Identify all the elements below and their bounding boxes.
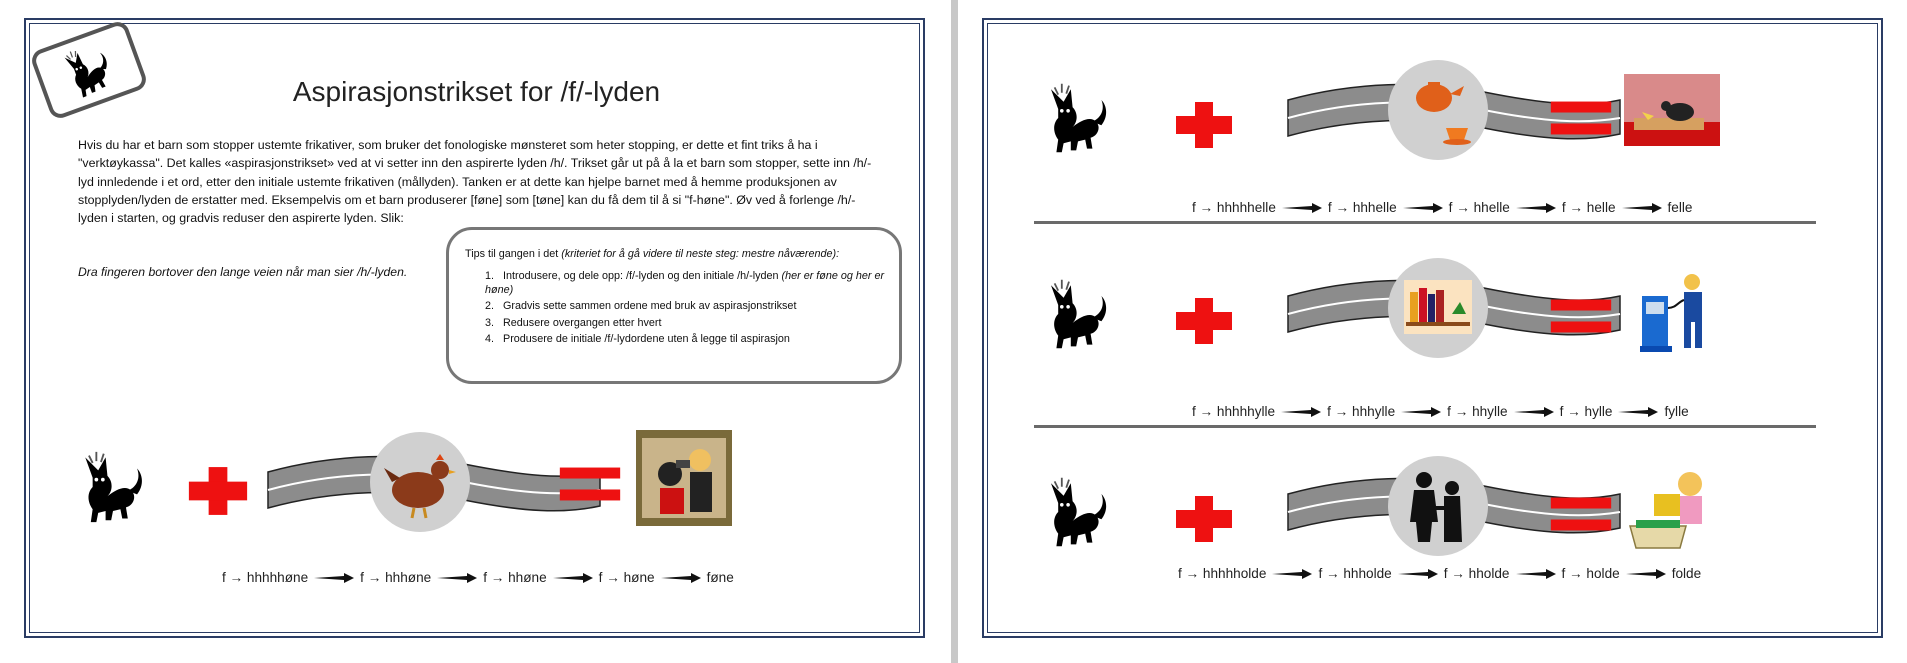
step-text: f → hhholde — [1318, 566, 1392, 581]
tips-heading-plain: Tips til gangen i det — [465, 248, 562, 260]
step-text: folde — [1671, 566, 1702, 581]
exercise-row — [984, 258, 1885, 428]
tips-heading-italic: (kriteriet for å gå videre til neste steg: mestre nåværende): — [561, 248, 840, 260]
list-number: 3. — [485, 316, 495, 329]
scared-cat-icon — [1042, 278, 1114, 350]
arrow-icon — [1398, 568, 1438, 580]
arrow-icon — [1626, 568, 1666, 580]
step-text: f → hylle — [1559, 404, 1613, 419]
hairdresser-icon — [636, 430, 732, 526]
list-text: Produsere de initiale /f/-lydordene uten å legge til aspirasjon — [503, 333, 790, 345]
plus-icon — [1174, 100, 1234, 150]
list-item — [485, 333, 885, 347]
folding-laundry-icon — [1624, 466, 1722, 552]
list-item — [485, 317, 885, 331]
list-number: 1. — [485, 270, 495, 282]
hen-icon — [370, 432, 470, 532]
step-text: f → hhhylle — [1327, 404, 1396, 419]
equals-icon — [558, 462, 622, 506]
step-sequence — [1192, 200, 1692, 215]
mousetrap-icon — [1624, 74, 1720, 146]
list-text: Gradvis sette sammen ordene med bruk av aspirasjonstrikset — [503, 300, 797, 312]
equals-icon — [1549, 96, 1613, 140]
list-text-italic: (her er føne og her er høne) — [485, 270, 885, 296]
arrow-icon — [437, 572, 477, 584]
instruction-text: Dra fingeren bortover den lange veien når man sier /h/-lyden. — [78, 265, 408, 279]
step-text: f → hhhhhelle — [1192, 200, 1276, 215]
arrow-icon — [1282, 202, 1322, 214]
scared-cat-icon — [1042, 82, 1114, 154]
step-sequence — [1178, 566, 1701, 581]
picture-circle — [370, 432, 470, 532]
scared-cat-icon — [76, 450, 150, 524]
document-page-left — [24, 18, 925, 638]
arrow-icon — [1272, 568, 1312, 580]
arrow-icon — [1281, 406, 1321, 418]
arrow-icon — [1516, 568, 1556, 580]
exercise-row — [984, 456, 1885, 626]
section-divider — [1034, 425, 1816, 428]
step-text: f → hhhhhylle — [1192, 404, 1276, 419]
plus-icon — [186, 465, 250, 517]
list-number: 2. — [485, 300, 495, 312]
tips-heading — [465, 248, 885, 260]
arrow-icon — [661, 572, 701, 584]
list-number: 4. — [485, 333, 495, 345]
picture-circle — [1388, 456, 1488, 556]
exercise-row — [984, 60, 1885, 230]
picture-circle — [1388, 258, 1488, 358]
plus-icon — [1174, 296, 1234, 346]
step-sequence — [222, 570, 734, 585]
step-text: f → hhhhholde — [1178, 566, 1267, 581]
tips-box — [446, 227, 902, 384]
step-text: felle — [1667, 200, 1693, 215]
list-text: Introdusere, og dele opp: /f/-lyden og den initiale /h/-lyden — [503, 270, 782, 282]
exercise-row — [26, 420, 927, 600]
step-text: fylle — [1664, 404, 1689, 419]
equals-icon — [1549, 294, 1613, 338]
picture-circle — [1388, 60, 1488, 160]
step-text: f → hholde — [1443, 566, 1510, 581]
step-text: f → hhøne — [483, 570, 547, 585]
arrow-icon — [1618, 406, 1658, 418]
arrow-icon — [314, 572, 354, 584]
arrow-icon — [1401, 406, 1441, 418]
arrow-icon — [1622, 202, 1662, 214]
step-text: f → hhelle — [1448, 200, 1510, 215]
equals-icon — [1549, 492, 1613, 536]
step-text: f → hhhhhøne — [222, 570, 309, 585]
document-page-right — [982, 18, 1883, 638]
page-title: Aspirasjonstrikset for /f/-lyden — [292, 76, 661, 107]
tips-list — [465, 270, 885, 347]
intro-paragraph: Hvis du har et barn som stopper ustemte frikativer, som bruker det fonologiske mønsteret som heter stopping, er dette et fint triks å ha i "verktøykassa". Det kalles «aspirasjonstrikset» ved at vi setter inn den aspirerte lyden /h/. Trikset går ut på å la et barn som stopper, sette inn /h/-lyd innledende i et ord, etter den initiale ustemte frikativen (mållyden). Tanken er at dette kan hjelpe barnet med å hemme produksjonen av stopplyden/lyden de erstatter med. Eksempelvis om et barn produserer [føne] som [tøne] kan du få dem til å si "f-høne". Øv ved å forlenge /h/-lyden i starten, og gradvis reduser den aspirerte lyden. Slik: — [78, 138, 872, 226]
arrow-icon — [1516, 202, 1556, 214]
arrow-icon — [553, 572, 593, 584]
step-text: f → høne — [598, 570, 655, 585]
silhouette-couple-icon — [1388, 456, 1488, 556]
scared-cat-icon — [1042, 476, 1114, 548]
bookshelf-icon — [1388, 258, 1488, 358]
step-text: f → helle — [1561, 200, 1616, 215]
arrow-icon — [1403, 202, 1443, 214]
list-text: Redusere overgangen etter hvert — [503, 316, 662, 329]
page-divider — [951, 0, 958, 663]
step-text: f → holde — [1561, 566, 1620, 581]
list-item — [485, 270, 885, 297]
step-text: f → hhylle — [1447, 404, 1508, 419]
list-item — [485, 300, 885, 314]
plus-icon — [1174, 494, 1234, 544]
step-text: f → hhhøne — [360, 570, 432, 585]
step-text: f → hhhelle — [1327, 200, 1397, 215]
teapot-icon — [1388, 60, 1488, 160]
arrow-icon — [1514, 406, 1554, 418]
fuel-pump-icon — [1634, 268, 1714, 354]
section-divider — [1034, 221, 1816, 224]
step-sequence — [1192, 404, 1689, 419]
step-text: føne — [706, 570, 734, 585]
